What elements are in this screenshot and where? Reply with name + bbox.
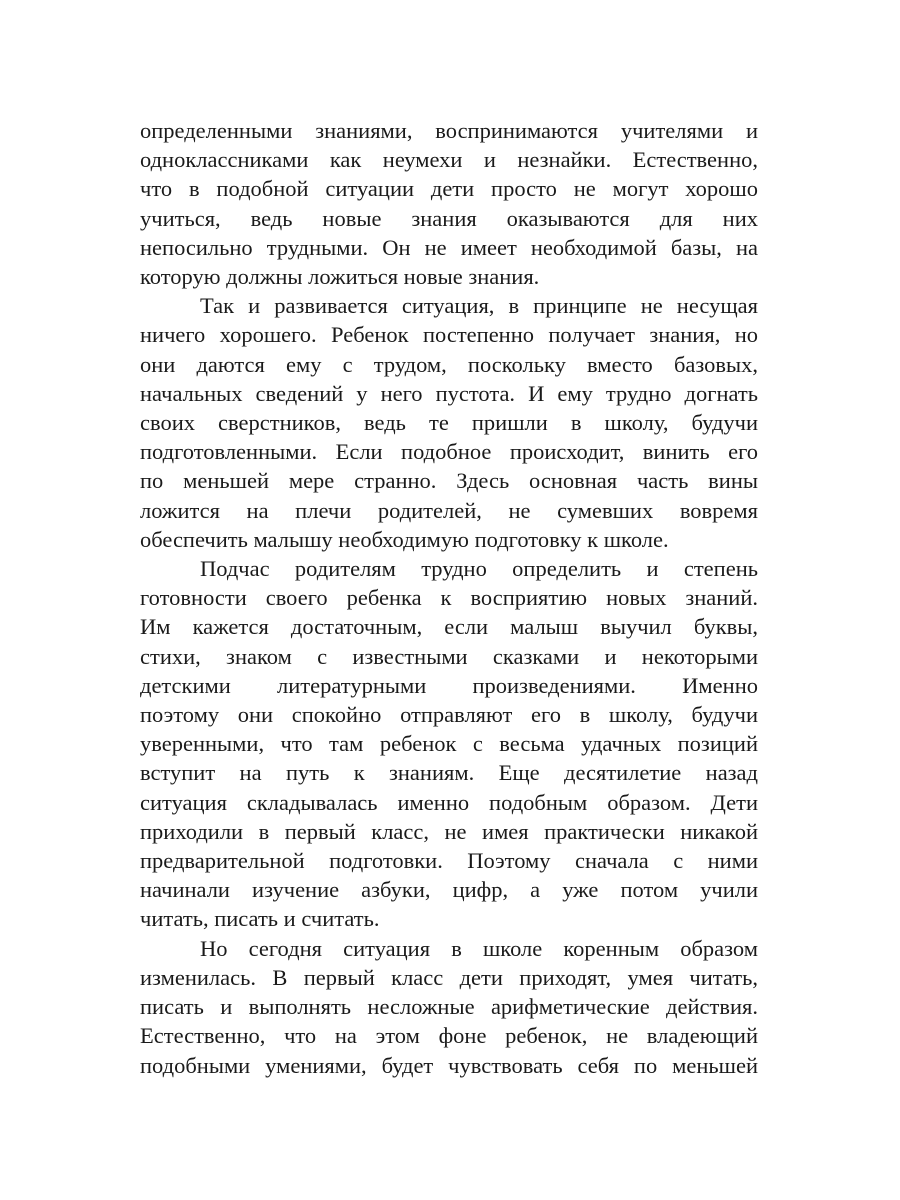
text-line: писать и выполнять несложные арифметические действия. [140, 994, 758, 1020]
text-line: подготовленными. Если подобное происходит, винить его [140, 439, 758, 465]
text-line: готовности своего ребенка к восприятию новых знаний. [140, 585, 758, 611]
text-line: Но сегодня ситуация в школе коренным образом [200, 935, 758, 961]
text-line: которую должны ложиться новые знания. [140, 264, 540, 290]
text-line: Им кажется достаточным, если малыш выучил буквы, [140, 614, 758, 640]
text-line: Подчас родителям трудно определить и степень [200, 556, 758, 582]
text-line: изменилась. В первый класс дети приходят, умея читать, [140, 964, 758, 990]
text-line: ситуация складывалась именно подобным образом. Дети [140, 789, 758, 815]
text-line: ничего хорошего. Ребенок постепенно получает знания, но [140, 322, 758, 348]
paragraph-3 [140, 554, 758, 934]
text-line: они даются ему с трудом, поскольку вместо базовых, [140, 351, 758, 377]
text-line: читать, писать и считать. [140, 906, 380, 932]
text-line: начинали изучение азбуки, цифр, а уже потом учили [140, 877, 758, 903]
text-line: вступит на путь к знаниям. Еще десятилетие назад [140, 760, 758, 786]
text-line: что в подобной ситуации дети просто не могут хорошо [140, 176, 758, 202]
paragraph-2 [140, 291, 758, 554]
text-line: стихи, знаком с известными сказками и некоторыми [140, 643, 758, 669]
text-line: непосильно трудными. Он не имеет необходимой базы, на [140, 234, 758, 260]
text-line: Естественно, что на этом фоне ребенок, не владеющий [140, 1023, 758, 1049]
text-line: уверенными, что там ребенок с весьма удачных позиций [140, 731, 758, 757]
text-line: Так и развивается ситуация, в принципе не несущая [200, 293, 758, 319]
text-line: подобными умениями, будет чувствовать себя по меньшей [140, 1052, 758, 1078]
text-line: приходили в первый класс, не имея практически никакой [140, 818, 758, 844]
text-line: предварительной подготовки. Поэтому сначала с ними [140, 848, 758, 874]
text-line: учиться, ведь новые знания оказываются для них [140, 205, 758, 231]
text-line: ложится на плечи родителей, не сумевших вовремя [140, 497, 758, 523]
paragraph-4 [140, 934, 758, 1080]
text-line: обеспечить малышу необходимую подготовку к школе. [140, 526, 669, 552]
text-line: одноклассниками как неумехи и незнайки. Естественно, [140, 147, 758, 173]
text-line: определенными знаниями, воспринимаются учителями и [140, 118, 758, 143]
text-line: поэтому они спокойно отправляют его в школу, будучи [140, 702, 758, 728]
text-line: начальных сведений у него пустота. И ему трудно догнать [140, 380, 758, 406]
text-line: детскими литературными произведениями. Именно [140, 672, 758, 698]
text-line: по меньшей мере странно. Здесь основная часть вины [140, 468, 758, 494]
paragraph-1 [140, 116, 758, 291]
text-line: своих сверстников, ведь те пришли в школу, будучи [140, 410, 758, 436]
page-text-block [140, 116, 758, 1080]
